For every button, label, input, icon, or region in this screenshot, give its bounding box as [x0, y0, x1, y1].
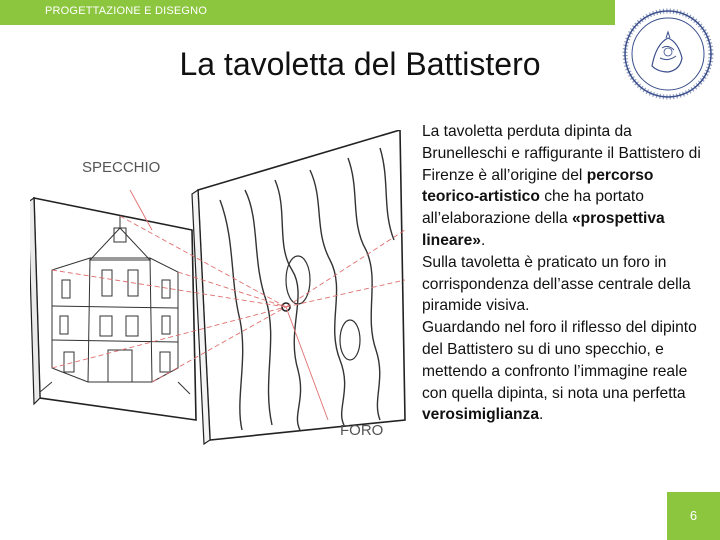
text-p3-c: .	[539, 406, 544, 424]
text-p2: Sulla tavoletta è praticato un foro in corrispondenza dell’asse centrale della piramide visiva.	[422, 253, 691, 315]
description-text	[422, 121, 707, 426]
text-p1-a: La tavoletta perduta dipinta da Brunelleschi e raffigurante il Battistero di Firenze è all’origine del	[422, 123, 701, 184]
university-seal-icon	[622, 8, 714, 100]
text-p1-b: percorso teorico-artistico	[422, 166, 654, 206]
text-p1-d: «prospettiva lineare»	[422, 210, 665, 249]
battistero-illustration	[30, 130, 420, 460]
slide-title	[0, 46, 720, 83]
text-p3-b: verosimiglianza	[422, 406, 539, 424]
label-hole: FORO	[340, 422, 384, 439]
text-p3-a: Guardando nel foro il riflesso del dipinto del Battistero su di uno specchio, e mettendo a confronto l’immagine reale con quella dipinta, si nota una perfetta	[422, 319, 697, 402]
slide-title-text: La tavoletta del Battistero	[179, 46, 541, 82]
section-label: PROGETTAZIONE E DISEGNO	[45, 5, 208, 17]
header-band	[0, 0, 615, 25]
text-p1-c: che ha portato all’elaborazione della	[422, 188, 644, 228]
page-number: 6	[689, 508, 698, 523]
text-p1-e: .	[480, 231, 486, 249]
page-number-box	[667, 492, 720, 540]
label-mirror: SPECCHIO	[82, 159, 161, 176]
